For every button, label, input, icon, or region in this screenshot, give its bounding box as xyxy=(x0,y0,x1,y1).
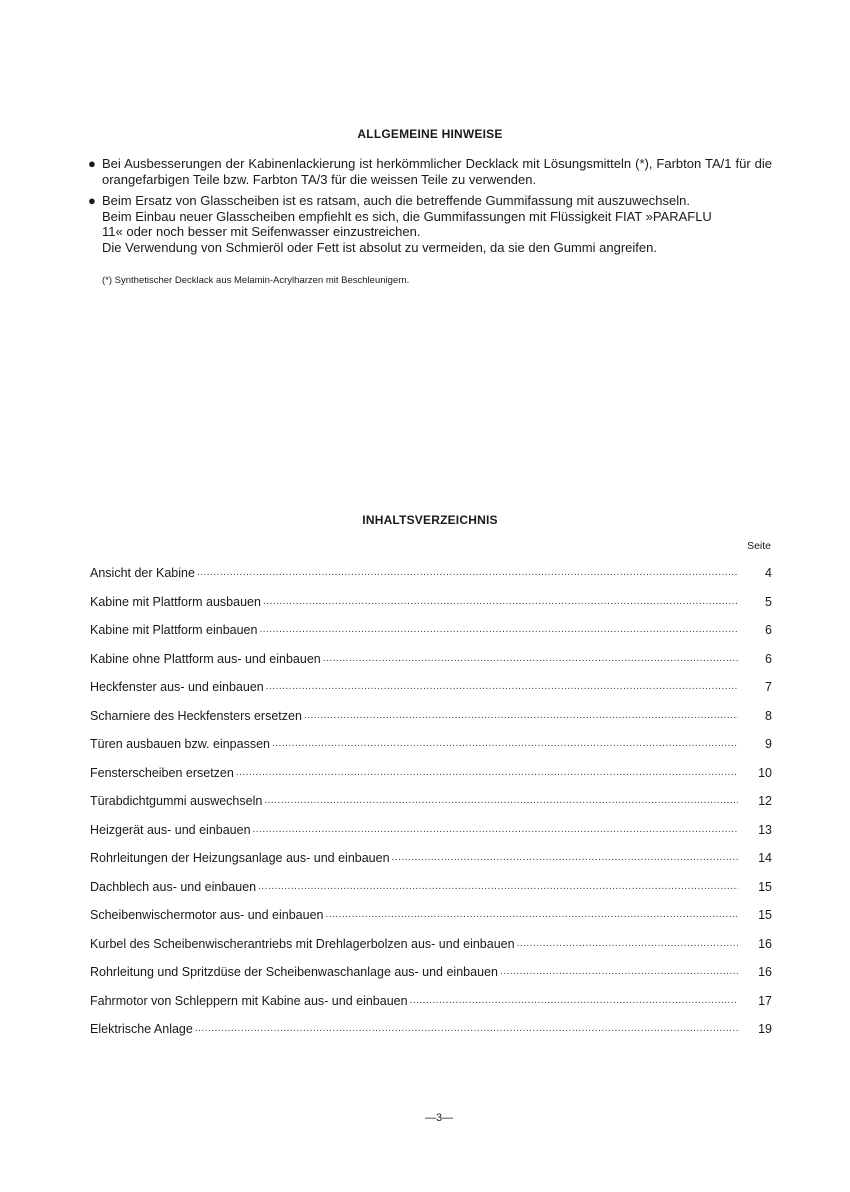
toc-entry-title: Kabine mit Plattform ausbauen xyxy=(90,594,261,609)
toc-entry-title: Dachblech aus- und einbauen xyxy=(90,879,257,894)
toc-entry-page: 19 xyxy=(758,1022,772,1036)
dot-leader xyxy=(323,653,738,664)
toc-entry[interactable] xyxy=(90,823,772,852)
toc-entry[interactable] xyxy=(90,709,772,738)
toc-entry-page: 15 xyxy=(758,908,772,922)
toc-entry-title: Rohrleitungen der Heizungsanlage aus- und einbauen xyxy=(90,851,390,865)
note-text: Bei Ausbesserungen der Kabinenlackierung ist herkömmlicher Decklack mit Lösungsmitteln (*), Farbton TA/1 für die orangefarbigen Teile bzw. Farbton TA/3 für die weissen Teile zu verwenden. xyxy=(102,156,772,187)
toc-entry-title: Fahrmotor von Schleppern mit Kabine aus- und einbauen xyxy=(90,993,408,1008)
footnote: (*) Synthetischer Decklack aus Melamin-Acrylharzen mit Beschleunigern. xyxy=(102,275,410,286)
dot-leader xyxy=(500,966,738,977)
toc-entry-title: Elektrische Anlage xyxy=(90,1022,193,1036)
toc-list xyxy=(90,566,772,1051)
toc-entry-page: 8 xyxy=(765,708,772,723)
dot-leader xyxy=(258,881,738,892)
dot-leader xyxy=(272,738,738,749)
toc-entry[interactable] xyxy=(90,623,772,652)
note-text: 11« oder noch besser mit Seifenwasser einzustreichen. xyxy=(102,224,421,240)
toc-entry[interactable] xyxy=(90,595,772,624)
toc-entry-page: 6 xyxy=(765,651,772,666)
toc-entry[interactable] xyxy=(90,908,772,937)
toc-entry-title: Kabine ohne Plattform aus- und einbauen xyxy=(90,651,321,666)
toc-entry[interactable] xyxy=(90,794,772,823)
dot-leader xyxy=(236,767,738,778)
toc-entry[interactable] xyxy=(90,965,772,994)
toc-entry-page: 14 xyxy=(758,851,772,865)
toc-heading: INHALTSVERZEICHNIS xyxy=(362,513,498,527)
toc-entry-page: 10 xyxy=(758,765,772,780)
toc-entry-page: 16 xyxy=(758,965,772,979)
toc-entry[interactable] xyxy=(90,680,772,709)
note-text: Beim Einbau neuer Glasscheiben empfiehlt es sich, die Gummifassungen mit Flüssigkeit FIAT »PARAFLU xyxy=(102,208,712,224)
dot-leader xyxy=(263,596,738,607)
toc-entry[interactable] xyxy=(90,652,772,681)
toc-entry-page: 15 xyxy=(758,879,772,894)
toc-entry-title: Heckfenster aus- und einbauen xyxy=(90,680,264,694)
dot-leader xyxy=(264,795,738,806)
dot-leader xyxy=(253,824,738,835)
page-number: —3— xyxy=(424,1112,454,1124)
toc-entry[interactable] xyxy=(90,880,772,909)
toc-entry-title: Türabdichtgummi auswechseln xyxy=(90,794,263,808)
dot-leader xyxy=(197,567,738,578)
toc-entry-page: 9 xyxy=(765,737,772,751)
toc-entry-page: 13 xyxy=(758,822,772,837)
toc-entry[interactable] xyxy=(90,851,772,880)
toc-page-column-header: Seite xyxy=(747,540,771,552)
toc-entry-page: 5 xyxy=(765,594,772,609)
toc-entry-page: 12 xyxy=(758,794,772,808)
dot-leader xyxy=(195,1023,738,1034)
toc-entry-title: Scharniere des Heckfensters ersetzen xyxy=(90,708,302,723)
note-text: Die Verwendung von Schmieröl oder Fett ist absolut zu vermeiden, da sie den Gummi angreifen. xyxy=(102,239,657,255)
toc-entry-title: Türen ausbauen bzw. einpassen xyxy=(90,737,270,751)
toc-entry[interactable] xyxy=(90,994,772,1023)
toc-entry[interactable] xyxy=(90,737,772,766)
toc-entry[interactable] xyxy=(90,1022,772,1051)
toc-entry-page: 7 xyxy=(765,680,772,694)
toc-entry-title: Kabine mit Plattform einbauen xyxy=(90,623,258,637)
note-item xyxy=(88,156,772,187)
bullet-icon: ● xyxy=(88,193,96,209)
toc-entry-page: 17 xyxy=(758,993,772,1008)
general-notes-heading: ALLGEMEINE HINWEISE xyxy=(357,127,503,141)
dot-leader xyxy=(304,710,738,721)
toc-entry-page: 16 xyxy=(758,936,772,951)
dot-leader xyxy=(392,852,738,863)
note-item xyxy=(88,193,772,255)
note-text: Beim Ersatz von Glasscheiben ist es ratsam, auch die betreffende Gummifassung mit auszuwechseln. xyxy=(102,193,690,209)
toc-entry-title: Ansicht der Kabine xyxy=(90,566,195,580)
toc-entry[interactable] xyxy=(90,766,772,795)
toc-entry-title: Heizgerät aus- und einbauen xyxy=(90,822,251,837)
toc-entry[interactable] xyxy=(90,566,772,595)
dot-leader xyxy=(325,909,738,920)
dot-leader xyxy=(410,995,738,1006)
toc-entry-title: Scheibenwischermotor aus- und einbauen xyxy=(90,908,324,922)
toc-entry[interactable] xyxy=(90,937,772,966)
dot-leader xyxy=(517,938,738,949)
toc-entry-page: 6 xyxy=(765,623,772,637)
toc-entry-title: Rohrleitung und Spritzdüse der Scheibenwaschanlage aus- und einbauen xyxy=(90,965,498,979)
general-notes-list xyxy=(88,156,772,262)
dot-leader xyxy=(266,681,738,692)
toc-entry-title: Fensterscheiben ersetzen xyxy=(90,765,234,780)
bullet-icon: ● xyxy=(88,156,96,171)
dot-leader xyxy=(259,624,738,635)
toc-entry-title: Kurbel des Scheibenwischerantriebs mit Drehlagerbolzen aus- und einbauen xyxy=(90,936,515,951)
toc-entry-page: 4 xyxy=(765,566,772,580)
